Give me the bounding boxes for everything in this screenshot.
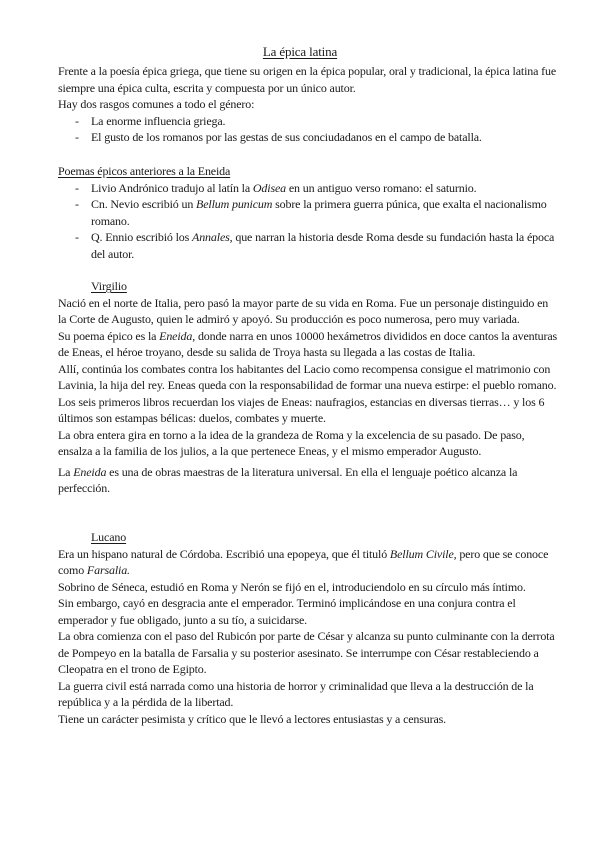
paragraph [58, 464, 558, 497]
text-run: en un antiguo verso romano: el saturnio. [286, 180, 477, 195]
paragraph [58, 328, 558, 361]
text-run: Su poema épico es la [58, 328, 160, 343]
bullet-dash: - [75, 113, 79, 128]
paragraph: Allí, continúa los combates contra los habitantes del Lacio como recompensa consigue el matrimonio con Lavinia, la hija del rey. Eneas queda con la responsabilidad de formar una nueva estirpe: el pueblo romano. [58, 361, 557, 392]
list-item [58, 180, 558, 197]
page-title: La épica latina [262, 44, 338, 59]
paragraph: La obra entera gira en torno a la idea de la grandeza de Roma y la excelencia de su pasado. De paso, ensalza a la familia de los julios, a la que pertenece Eneas, y el mismo emperador Augusto. [58, 427, 525, 458]
list-item-text: La enorme influencia griega. [91, 113, 226, 128]
list-item [58, 229, 558, 262]
intro-paragraph: Frente a la poesía épica griega, que tiene su origen en la épica popular, oral y tradicional, la épica latina fue siempre una épica culta, escrita y compuesta por un único autor. [58, 64, 557, 95]
previous-section [58, 163, 558, 262]
text-run: La [58, 464, 74, 479]
text-run: , donde narra en unos 10000 hexámetros divididos en doce cantos la aventuras de Eneas, el héroe troyano, desde su salida de Troya hasta su llegada a las costas de Italia. [58, 328, 558, 359]
list-item-text: El gusto de los romanos por las gestas de sus conciudadanos en el campo de batalla. [91, 130, 482, 144]
previous-list [58, 180, 558, 263]
text-run: pero que se conoce como [58, 546, 549, 577]
paragraph: Nació en el norte de Italia, pero pasó la mayor parte de su vida en Roma. Fue un personaje distinguido en la Corte de Augusto, quien le admiró y apoyó. Su producción es poco numerosa, pero muy variada. [58, 295, 549, 326]
intro-rasgos: Hay dos rasgos comunes a todo el género: [58, 97, 255, 111]
paragraph: La guerra civil está narrada como una historia de horror y criminalidad que lleva a la destrucción de la república y a la pérdida de la libertad. [58, 678, 534, 709]
heading-text: Virgilio [91, 279, 127, 293]
section-heading [58, 278, 558, 295]
lucano-section [58, 529, 558, 727]
section-heading: Poemas épicos anteriores a la Eneida [58, 164, 231, 178]
bullet-dash: - [75, 180, 79, 195]
list-item [58, 196, 558, 229]
heading-text: Lucano [91, 530, 127, 544]
paragraph: Tiene un carácter pesimista y crítico que le llevó a lectores entusiastas y a censuras. [58, 711, 447, 726]
work-title: Odisea [252, 180, 287, 195]
bullet-dash: - [75, 130, 79, 144]
text-run: Era un hispano natural de Córdoba. Escribió una epopeya, que él tituló [58, 546, 390, 561]
virgilio-section [58, 278, 558, 497]
work-title: Bellum Civile, [389, 546, 457, 561]
paragraph [58, 546, 558, 579]
text-run: , que narran la historia desde Roma desde su fundación hasta la época del autor. [91, 230, 555, 261]
list-item [58, 129, 558, 146]
work-title: Annales [192, 230, 230, 244]
work-title: Eneida [73, 464, 107, 479]
text-run: Cn. Nevio escribió un [91, 197, 197, 211]
paragraph: La obra comienza con el paso del Rubicón por parte de César y alcanza su punto culminante con la derrota de Pompeyo en la batalla de Farsalia y su posterior asesinato. Se interrumpe con César restableciendo a Cleopatra en el trono de Egipto. [58, 629, 555, 676]
paragraph: Sobrino de Séneca, estudió en Roma y Nerón se fijó en el, introduciendolo en su círculo más íntimo. [58, 579, 526, 594]
paragraph: Sin embargo, cayó en desgracia ante el emperador. Terminó implicándose en una conjura contra el emperador y fue obligado, junto a su tío, a suicidarse. [58, 596, 516, 627]
list-item [58, 113, 558, 130]
bullet-dash: - [75, 197, 79, 211]
intro-section [58, 63, 558, 146]
text-run: Q. Ennio escribió los [91, 230, 193, 244]
text-run: sobre la primera guerra púnica, que exalta el nacionalismo romano. [91, 197, 547, 228]
bullet-dash: - [75, 230, 79, 244]
paragraph: Los seis primeros libros recuerdan los viajes de Eneas: naufragios, estancias en diversas tierras… y los 6 últimos son estampas bélicas: duelos, combates y muerte. [58, 394, 545, 425]
work-title: Eneida [159, 328, 193, 343]
text-run: Livio Andrónico tradujo al latín la [91, 180, 253, 195]
section-heading [58, 529, 558, 546]
work-title: Farsalia. [86, 563, 130, 577]
text-run: es una de obras maestras de la literatura universal. En ella el lenguaje poético alcanza la perfección. [58, 464, 518, 495]
work-title: Bellum punicum [196, 197, 273, 211]
rasgos-list [58, 113, 558, 146]
